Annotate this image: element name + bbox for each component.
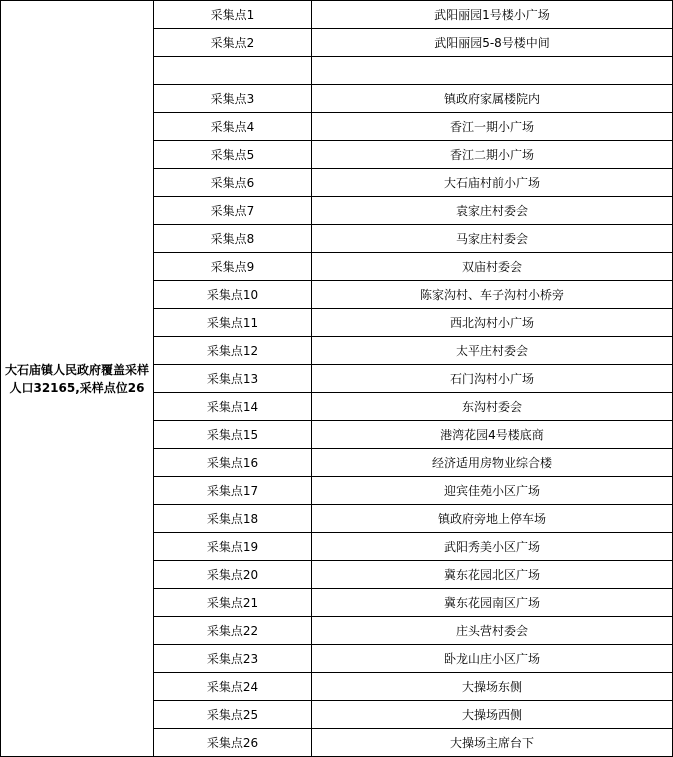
location-cell: 大操场主席台下 [312, 729, 673, 757]
location-cell: 武阳丽园1号楼小广场 [312, 1, 673, 29]
point-cell: 采集点16 [154, 449, 312, 477]
point-cell: 采集点5 [154, 141, 312, 169]
location-cell: 陈家沟村、车子沟村小桥旁 [312, 281, 673, 309]
location-cell: 镇政府家属楼院内 [312, 85, 673, 113]
location-cell: 大操场西侧 [312, 701, 673, 729]
point-cell: 采集点10 [154, 281, 312, 309]
point-cell: 采集点13 [154, 365, 312, 393]
location-cell: 迎宾佳苑小区广场 [312, 477, 673, 505]
point-cell: 采集点18 [154, 505, 312, 533]
table-row [1, 1, 673, 29]
location-cell [312, 57, 673, 85]
point-cell: 采集点3 [154, 85, 312, 113]
point-cell: 采集点14 [154, 393, 312, 421]
table-body [1, 1, 673, 757]
point-cell: 采集点12 [154, 337, 312, 365]
point-cell: 采集点11 [154, 309, 312, 337]
point-cell: 采集点6 [154, 169, 312, 197]
location-cell: 卧龙山庄小区广场 [312, 645, 673, 673]
point-cell: 采集点20 [154, 561, 312, 589]
location-cell: 香江一期小广场 [312, 113, 673, 141]
region-label-cell: 大石庙镇人民政府覆盖采样人口32165,采样点位26 [1, 1, 154, 757]
point-cell: 采集点4 [154, 113, 312, 141]
location-cell: 港湾花园4号楼底商 [312, 421, 673, 449]
location-cell: 武阳秀美小区广场 [312, 533, 673, 561]
location-cell: 双庙村委会 [312, 253, 673, 281]
point-cell: 采集点2 [154, 29, 312, 57]
location-cell: 香江二期小广场 [312, 141, 673, 169]
location-cell: 太平庄村委会 [312, 337, 673, 365]
location-cell: 西北沟村小广场 [312, 309, 673, 337]
location-cell: 马家庄村委会 [312, 225, 673, 253]
point-cell: 采集点15 [154, 421, 312, 449]
location-cell: 大操场东侧 [312, 673, 673, 701]
point-cell: 采集点23 [154, 645, 312, 673]
point-cell: 采集点17 [154, 477, 312, 505]
location-cell: 经济适用房物业综合楼 [312, 449, 673, 477]
point-cell: 采集点24 [154, 673, 312, 701]
point-cell [154, 57, 312, 85]
point-cell: 采集点22 [154, 617, 312, 645]
location-cell: 石门沟村小广场 [312, 365, 673, 393]
location-cell: 镇政府旁地上停车场 [312, 505, 673, 533]
location-cell: 袁家庄村委会 [312, 197, 673, 225]
point-cell: 采集点21 [154, 589, 312, 617]
point-cell: 采集点19 [154, 533, 312, 561]
location-cell: 大石庙村前小广场 [312, 169, 673, 197]
point-cell: 采集点7 [154, 197, 312, 225]
point-cell: 采集点26 [154, 729, 312, 757]
point-cell: 采集点25 [154, 701, 312, 729]
location-cell: 庄头营村委会 [312, 617, 673, 645]
point-cell: 采集点1 [154, 1, 312, 29]
location-cell: 冀东花园南区广场 [312, 589, 673, 617]
location-cell: 冀东花园北区广场 [312, 561, 673, 589]
point-cell: 采集点8 [154, 225, 312, 253]
point-cell: 采集点9 [154, 253, 312, 281]
location-cell: 东沟村委会 [312, 393, 673, 421]
location-cell: 武阳丽园5-8号楼中间 [312, 29, 673, 57]
